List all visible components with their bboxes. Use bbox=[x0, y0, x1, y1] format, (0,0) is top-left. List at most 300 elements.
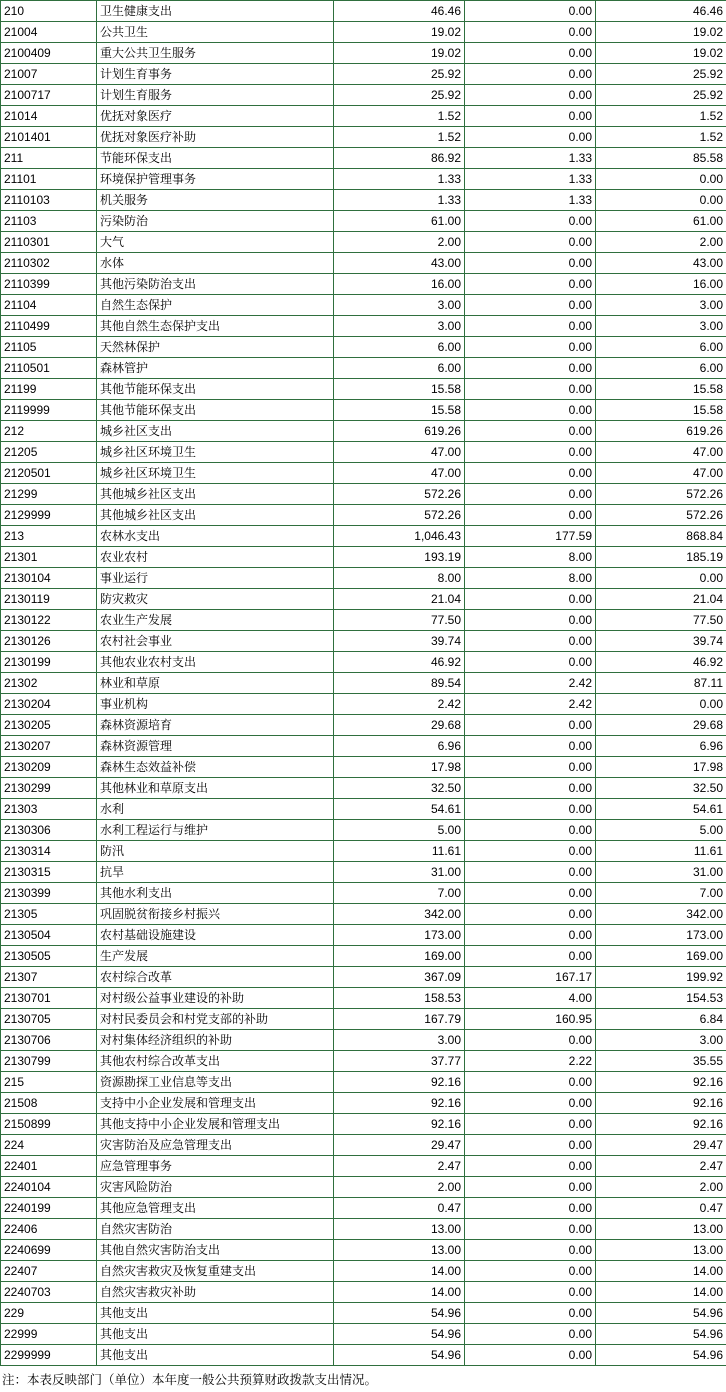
budget-table-body bbox=[1, 1, 726, 1366]
cell-total: 169.00 bbox=[334, 946, 465, 967]
cell-subject-name: 污染防治 bbox=[97, 211, 334, 232]
cell-project-expenditure: 85.58 bbox=[596, 148, 726, 169]
table-footnote: 注：本表反映部门（单位）本年度一般公共预算财政拨款支出情况。 bbox=[0, 1366, 726, 1392]
cell-project-expenditure: 6.00 bbox=[596, 358, 726, 379]
cell-project-expenditure: 1.52 bbox=[596, 106, 726, 127]
cell-subject-name: 林业和草原 bbox=[97, 673, 334, 694]
cell-project-expenditure: 14.00 bbox=[596, 1282, 726, 1303]
cell-project-expenditure: 92.16 bbox=[596, 1093, 726, 1114]
cell-subject-name: 机关服务 bbox=[97, 190, 334, 211]
table-row bbox=[1, 337, 726, 358]
cell-total: 7.00 bbox=[334, 883, 465, 904]
cell-basic-expenditure: 0.00 bbox=[465, 85, 596, 106]
table-row bbox=[1, 631, 726, 652]
table-row bbox=[1, 1114, 726, 1135]
table-row bbox=[1, 64, 726, 85]
cell-subject-name: 自然灾害救灾补助 bbox=[97, 1282, 334, 1303]
cell-subject-name: 森林资源培育 bbox=[97, 715, 334, 736]
cell-subject-name: 其他农村综合改革支出 bbox=[97, 1051, 334, 1072]
cell-subject-code: 2129999 bbox=[1, 505, 97, 526]
cell-subject-name: 事业机构 bbox=[97, 694, 334, 715]
cell-total: 17.98 bbox=[334, 757, 465, 778]
cell-project-expenditure: 92.16 bbox=[596, 1072, 726, 1093]
table-row bbox=[1, 22, 726, 43]
cell-basic-expenditure: 0.00 bbox=[465, 1093, 596, 1114]
cell-project-expenditure: 19.02 bbox=[596, 22, 726, 43]
cell-subject-code: 2130126 bbox=[1, 631, 97, 652]
cell-basic-expenditure: 0.00 bbox=[465, 274, 596, 295]
cell-basic-expenditure: 0.00 bbox=[465, 631, 596, 652]
table-row bbox=[1, 1156, 726, 1177]
cell-project-expenditure: 29.47 bbox=[596, 1135, 726, 1156]
table-row bbox=[1, 1282, 726, 1303]
cell-total: 43.00 bbox=[334, 253, 465, 274]
table-row bbox=[1, 1240, 726, 1261]
cell-subject-name: 大气 bbox=[97, 232, 334, 253]
cell-basic-expenditure: 0.00 bbox=[465, 1303, 596, 1324]
table-row bbox=[1, 463, 726, 484]
cell-subject-code: 2130122 bbox=[1, 610, 97, 631]
cell-subject-name: 森林资源管理 bbox=[97, 736, 334, 757]
cell-subject-code: 21199 bbox=[1, 379, 97, 400]
cell-subject-name: 其他支出 bbox=[97, 1345, 334, 1366]
cell-basic-expenditure: 0.00 bbox=[465, 1030, 596, 1051]
cell-basic-expenditure: 0.00 bbox=[465, 22, 596, 43]
table-row bbox=[1, 358, 726, 379]
cell-subject-name: 计划生育服务 bbox=[97, 85, 334, 106]
table-row bbox=[1, 1303, 726, 1324]
cell-subject-code: 21007 bbox=[1, 64, 97, 85]
table-row bbox=[1, 1072, 726, 1093]
cell-project-expenditure: 0.00 bbox=[596, 568, 726, 589]
cell-basic-expenditure: 0.00 bbox=[465, 715, 596, 736]
cell-total: 1,046.43 bbox=[334, 526, 465, 547]
cell-total: 2.47 bbox=[334, 1156, 465, 1177]
cell-basic-expenditure: 0.00 bbox=[465, 1324, 596, 1345]
cell-project-expenditure: 54.61 bbox=[596, 799, 726, 820]
cell-subject-code: 2110501 bbox=[1, 358, 97, 379]
cell-subject-code: 2110399 bbox=[1, 274, 97, 295]
cell-subject-name: 其他节能环保支出 bbox=[97, 379, 334, 400]
cell-project-expenditure: 0.00 bbox=[596, 169, 726, 190]
cell-total: 46.46 bbox=[334, 1, 465, 22]
cell-subject-code: 2130306 bbox=[1, 820, 97, 841]
cell-subject-code: 2101401 bbox=[1, 127, 97, 148]
cell-project-expenditure: 17.98 bbox=[596, 757, 726, 778]
cell-total: 54.96 bbox=[334, 1303, 465, 1324]
cell-subject-code: 2130209 bbox=[1, 757, 97, 778]
cell-basic-expenditure: 2.42 bbox=[465, 694, 596, 715]
cell-subject-code: 21303 bbox=[1, 799, 97, 820]
cell-subject-code: 21004 bbox=[1, 22, 97, 43]
cell-basic-expenditure: 0.00 bbox=[465, 1219, 596, 1240]
cell-subject-code: 2110302 bbox=[1, 253, 97, 274]
table-row bbox=[1, 946, 726, 967]
cell-total: 31.00 bbox=[334, 862, 465, 883]
cell-subject-code: 21104 bbox=[1, 295, 97, 316]
cell-total: 14.00 bbox=[334, 1282, 465, 1303]
cell-subject-name: 其他水利支出 bbox=[97, 883, 334, 904]
cell-subject-code: 2130705 bbox=[1, 1009, 97, 1030]
cell-total: 92.16 bbox=[334, 1093, 465, 1114]
table-row bbox=[1, 253, 726, 274]
cell-subject-code: 22407 bbox=[1, 1261, 97, 1282]
cell-basic-expenditure: 0.00 bbox=[465, 883, 596, 904]
cell-subject-name: 水体 bbox=[97, 253, 334, 274]
cell-total: 86.92 bbox=[334, 148, 465, 169]
cell-subject-name: 对村集体经济组织的补助 bbox=[97, 1030, 334, 1051]
cell-project-expenditure: 19.02 bbox=[596, 43, 726, 64]
table-row bbox=[1, 484, 726, 505]
cell-project-expenditure: 77.50 bbox=[596, 610, 726, 631]
cell-subject-code: 22406 bbox=[1, 1219, 97, 1240]
cell-project-expenditure: 572.26 bbox=[596, 505, 726, 526]
cell-total: 11.61 bbox=[334, 841, 465, 862]
cell-subject-name: 自然生态保护 bbox=[97, 295, 334, 316]
cell-project-expenditure: 185.19 bbox=[596, 547, 726, 568]
cell-subject-code: 21307 bbox=[1, 967, 97, 988]
cell-basic-expenditure: 2.42 bbox=[465, 673, 596, 694]
cell-basic-expenditure: 0.00 bbox=[465, 1261, 596, 1282]
cell-project-expenditure: 29.68 bbox=[596, 715, 726, 736]
cell-subject-name: 灾害风险防治 bbox=[97, 1177, 334, 1198]
cell-subject-name: 节能环保支出 bbox=[97, 148, 334, 169]
cell-subject-code: 2299999 bbox=[1, 1345, 97, 1366]
cell-total: 61.00 bbox=[334, 211, 465, 232]
cell-subject-code: 2240199 bbox=[1, 1198, 97, 1219]
cell-subject-code: 21105 bbox=[1, 337, 97, 358]
cell-basic-expenditure: 0.00 bbox=[465, 1177, 596, 1198]
cell-total: 2.00 bbox=[334, 1177, 465, 1198]
cell-subject-name: 防灾救灾 bbox=[97, 589, 334, 610]
cell-project-expenditure: 868.84 bbox=[596, 526, 726, 547]
cell-total: 2.42 bbox=[334, 694, 465, 715]
cell-basic-expenditure: 0.00 bbox=[465, 946, 596, 967]
cell-subject-code: 2130706 bbox=[1, 1030, 97, 1051]
cell-subject-name: 事业运行 bbox=[97, 568, 334, 589]
cell-project-expenditure: 199.92 bbox=[596, 967, 726, 988]
table-row bbox=[1, 442, 726, 463]
cell-total: 25.92 bbox=[334, 64, 465, 85]
cell-subject-name: 环境保护管理事务 bbox=[97, 169, 334, 190]
cell-total: 29.47 bbox=[334, 1135, 465, 1156]
cell-subject-name: 农村综合改革 bbox=[97, 967, 334, 988]
table-row bbox=[1, 673, 726, 694]
cell-project-expenditure: 173.00 bbox=[596, 925, 726, 946]
table-row bbox=[1, 316, 726, 337]
table-row bbox=[1, 232, 726, 253]
cell-subject-code: 2130204 bbox=[1, 694, 97, 715]
table-row bbox=[1, 1009, 726, 1030]
cell-basic-expenditure: 1.33 bbox=[465, 190, 596, 211]
cell-subject-code: 211 bbox=[1, 148, 97, 169]
cell-total: 1.33 bbox=[334, 190, 465, 211]
cell-project-expenditure: 2.00 bbox=[596, 1177, 726, 1198]
table-row bbox=[1, 547, 726, 568]
cell-basic-expenditure: 0.00 bbox=[465, 652, 596, 673]
cell-subject-name: 巩固脱贫衔接乡村振兴 bbox=[97, 904, 334, 925]
cell-subject-name: 其他城乡社区支出 bbox=[97, 505, 334, 526]
table-row bbox=[1, 1345, 726, 1366]
cell-subject-code: 2240699 bbox=[1, 1240, 97, 1261]
cell-subject-code: 21302 bbox=[1, 673, 97, 694]
table-row bbox=[1, 169, 726, 190]
table-row bbox=[1, 967, 726, 988]
cell-subject-code: 229 bbox=[1, 1303, 97, 1324]
cell-project-expenditure: 61.00 bbox=[596, 211, 726, 232]
cell-subject-name: 水利 bbox=[97, 799, 334, 820]
table-row bbox=[1, 85, 726, 106]
cell-subject-code: 2110499 bbox=[1, 316, 97, 337]
cell-basic-expenditure: 0.00 bbox=[465, 337, 596, 358]
cell-subject-name: 对村民委员会和村党支部的补助 bbox=[97, 1009, 334, 1030]
cell-basic-expenditure: 0.00 bbox=[465, 43, 596, 64]
cell-subject-name: 农业生产发展 bbox=[97, 610, 334, 631]
cell-subject-code: 2130104 bbox=[1, 568, 97, 589]
cell-subject-name: 自然灾害防治 bbox=[97, 1219, 334, 1240]
cell-total: 39.74 bbox=[334, 631, 465, 652]
cell-subject-name: 水利工程运行与维护 bbox=[97, 820, 334, 841]
cell-total: 6.00 bbox=[334, 337, 465, 358]
table-row bbox=[1, 841, 726, 862]
table-row bbox=[1, 295, 726, 316]
cell-project-expenditure: 14.00 bbox=[596, 1261, 726, 1282]
table-row bbox=[1, 379, 726, 400]
cell-subject-name: 森林管护 bbox=[97, 358, 334, 379]
cell-total: 14.00 bbox=[334, 1261, 465, 1282]
table-row bbox=[1, 1177, 726, 1198]
cell-total: 3.00 bbox=[334, 295, 465, 316]
cell-total: 5.00 bbox=[334, 820, 465, 841]
table-row bbox=[1, 883, 726, 904]
cell-basic-expenditure: 0.00 bbox=[465, 421, 596, 442]
cell-project-expenditure: 46.92 bbox=[596, 652, 726, 673]
cell-project-expenditure: 572.26 bbox=[596, 484, 726, 505]
cell-basic-expenditure: 0.00 bbox=[465, 64, 596, 85]
cell-total: 6.00 bbox=[334, 358, 465, 379]
cell-basic-expenditure: 0.00 bbox=[465, 484, 596, 505]
cell-total: 19.02 bbox=[334, 43, 465, 64]
cell-project-expenditure: 32.50 bbox=[596, 778, 726, 799]
cell-subject-name: 自然灾害救灾及恢复重建支出 bbox=[97, 1261, 334, 1282]
cell-project-expenditure: 31.00 bbox=[596, 862, 726, 883]
cell-total: 6.96 bbox=[334, 736, 465, 757]
cell-basic-expenditure: 0.00 bbox=[465, 610, 596, 631]
cell-subject-name: 城乡社区环境卫生 bbox=[97, 442, 334, 463]
cell-project-expenditure: 15.58 bbox=[596, 400, 726, 421]
cell-project-expenditure: 87.11 bbox=[596, 673, 726, 694]
cell-project-expenditure: 6.84 bbox=[596, 1009, 726, 1030]
cell-basic-expenditure: 8.00 bbox=[465, 568, 596, 589]
cell-subject-code: 2110301 bbox=[1, 232, 97, 253]
cell-subject-code: 21205 bbox=[1, 442, 97, 463]
cell-project-expenditure: 35.55 bbox=[596, 1051, 726, 1072]
table-row bbox=[1, 1051, 726, 1072]
cell-subject-name: 农村基础设施建设 bbox=[97, 925, 334, 946]
cell-subject-code: 2130199 bbox=[1, 652, 97, 673]
cell-basic-expenditure: 1.33 bbox=[465, 148, 596, 169]
cell-total: 46.92 bbox=[334, 652, 465, 673]
cell-basic-expenditure: 4.00 bbox=[465, 988, 596, 1009]
cell-total: 367.09 bbox=[334, 967, 465, 988]
cell-subject-code: 2120501 bbox=[1, 463, 97, 484]
cell-total: 13.00 bbox=[334, 1240, 465, 1261]
cell-subject-code: 213 bbox=[1, 526, 97, 547]
cell-total: 54.96 bbox=[334, 1324, 465, 1345]
cell-project-expenditure: 16.00 bbox=[596, 274, 726, 295]
cell-basic-expenditure: 167.17 bbox=[465, 967, 596, 988]
cell-project-expenditure: 25.92 bbox=[596, 64, 726, 85]
table-row bbox=[1, 1, 726, 22]
cell-subject-name: 农业农村 bbox=[97, 547, 334, 568]
cell-basic-expenditure: 0.00 bbox=[465, 1198, 596, 1219]
table-row bbox=[1, 757, 726, 778]
cell-basic-expenditure: 0.00 bbox=[465, 820, 596, 841]
cell-basic-expenditure: 0.00 bbox=[465, 736, 596, 757]
cell-total: 3.00 bbox=[334, 1030, 465, 1051]
cell-subject-name: 城乡社区支出 bbox=[97, 421, 334, 442]
cell-total: 37.77 bbox=[334, 1051, 465, 1072]
cell-basic-expenditure: 0.00 bbox=[465, 400, 596, 421]
cell-basic-expenditure: 0.00 bbox=[465, 211, 596, 232]
cell-basic-expenditure: 0.00 bbox=[465, 1282, 596, 1303]
cell-total: 15.58 bbox=[334, 379, 465, 400]
cell-subject-name: 灾害防治及应急管理支出 bbox=[97, 1135, 334, 1156]
cell-project-expenditure: 3.00 bbox=[596, 1030, 726, 1051]
cell-subject-name: 其他支出 bbox=[97, 1324, 334, 1345]
table-row bbox=[1, 694, 726, 715]
cell-total: 0.47 bbox=[334, 1198, 465, 1219]
cell-subject-name: 支持中小企业发展和管理支出 bbox=[97, 1093, 334, 1114]
table-row bbox=[1, 820, 726, 841]
table-row bbox=[1, 799, 726, 820]
cell-basic-expenditure: 0.00 bbox=[465, 127, 596, 148]
cell-project-expenditure: 13.00 bbox=[596, 1219, 726, 1240]
table-row bbox=[1, 421, 726, 442]
cell-subject-code: 22401 bbox=[1, 1156, 97, 1177]
cell-project-expenditure: 169.00 bbox=[596, 946, 726, 967]
cell-subject-code: 2130207 bbox=[1, 736, 97, 757]
cell-subject-code: 215 bbox=[1, 1072, 97, 1093]
cell-subject-name: 其他支持中小企业发展和管理支出 bbox=[97, 1114, 334, 1135]
cell-project-expenditure: 39.74 bbox=[596, 631, 726, 652]
cell-subject-name: 天然林保护 bbox=[97, 337, 334, 358]
cell-subject-name: 其他农业农村支出 bbox=[97, 652, 334, 673]
cell-basic-expenditure: 0.00 bbox=[465, 925, 596, 946]
cell-basic-expenditure: 0.00 bbox=[465, 253, 596, 274]
cell-project-expenditure: 43.00 bbox=[596, 253, 726, 274]
table-row bbox=[1, 925, 726, 946]
cell-subject-name: 农村社会事业 bbox=[97, 631, 334, 652]
cell-subject-name: 其他支出 bbox=[97, 1303, 334, 1324]
cell-basic-expenditure: 0.00 bbox=[465, 316, 596, 337]
cell-subject-name: 其他城乡社区支出 bbox=[97, 484, 334, 505]
cell-subject-name: 抗旱 bbox=[97, 862, 334, 883]
cell-subject-name: 对村级公益事业建设的补助 bbox=[97, 988, 334, 1009]
table-row bbox=[1, 211, 726, 232]
cell-basic-expenditure: 0.00 bbox=[465, 379, 596, 400]
cell-subject-name: 其他污染防治支出 bbox=[97, 274, 334, 295]
cell-subject-name: 农林水支出 bbox=[97, 526, 334, 547]
cell-basic-expenditure: 0.00 bbox=[465, 1, 596, 22]
table-row bbox=[1, 1219, 726, 1240]
cell-project-expenditure: 1.52 bbox=[596, 127, 726, 148]
table-row bbox=[1, 190, 726, 211]
cell-subject-name: 防汛 bbox=[97, 841, 334, 862]
cell-project-expenditure: 92.16 bbox=[596, 1114, 726, 1135]
cell-project-expenditure: 46.46 bbox=[596, 1, 726, 22]
cell-total: 47.00 bbox=[334, 442, 465, 463]
cell-subject-code: 21305 bbox=[1, 904, 97, 925]
cell-project-expenditure: 15.58 bbox=[596, 379, 726, 400]
cell-total: 572.26 bbox=[334, 505, 465, 526]
cell-basic-expenditure: 0.00 bbox=[465, 1072, 596, 1093]
table-row bbox=[1, 862, 726, 883]
cell-subject-code: 2100409 bbox=[1, 43, 97, 64]
cell-basic-expenditure: 2.22 bbox=[465, 1051, 596, 1072]
table-row bbox=[1, 1030, 726, 1051]
cell-basic-expenditure: 0.00 bbox=[465, 442, 596, 463]
cell-basic-expenditure: 0.00 bbox=[465, 1114, 596, 1135]
cell-basic-expenditure: 1.33 bbox=[465, 169, 596, 190]
table-row bbox=[1, 274, 726, 295]
cell-total: 8.00 bbox=[334, 568, 465, 589]
cell-subject-name: 优抚对象医疗 bbox=[97, 106, 334, 127]
cell-total: 1.52 bbox=[334, 127, 465, 148]
cell-basic-expenditure: 0.00 bbox=[465, 841, 596, 862]
cell-subject-code: 2130314 bbox=[1, 841, 97, 862]
cell-basic-expenditure: 0.00 bbox=[465, 1156, 596, 1177]
cell-total: 25.92 bbox=[334, 85, 465, 106]
table-row bbox=[1, 904, 726, 925]
cell-subject-name: 公共卫生 bbox=[97, 22, 334, 43]
cell-subject-name: 其他自然灾害防治支出 bbox=[97, 1240, 334, 1261]
cell-project-expenditure: 21.04 bbox=[596, 589, 726, 610]
table-row bbox=[1, 1093, 726, 1114]
cell-project-expenditure: 619.26 bbox=[596, 421, 726, 442]
cell-subject-code: 2130205 bbox=[1, 715, 97, 736]
cell-subject-name: 其他自然生态保护支出 bbox=[97, 316, 334, 337]
table-row bbox=[1, 568, 726, 589]
table-row bbox=[1, 127, 726, 148]
cell-subject-code: 2130399 bbox=[1, 883, 97, 904]
cell-subject-name: 重大公共卫生服务 bbox=[97, 43, 334, 64]
cell-basic-expenditure: 0.00 bbox=[465, 1240, 596, 1261]
cell-total: 92.16 bbox=[334, 1114, 465, 1135]
cell-subject-code: 21508 bbox=[1, 1093, 97, 1114]
cell-subject-code: 2130799 bbox=[1, 1051, 97, 1072]
cell-subject-code: 224 bbox=[1, 1135, 97, 1156]
cell-subject-name: 其他林业和草原支出 bbox=[97, 778, 334, 799]
table-row bbox=[1, 526, 726, 547]
table-row bbox=[1, 652, 726, 673]
cell-project-expenditure: 3.00 bbox=[596, 295, 726, 316]
cell-project-expenditure: 154.53 bbox=[596, 988, 726, 1009]
cell-project-expenditure: 47.00 bbox=[596, 442, 726, 463]
table-row bbox=[1, 610, 726, 631]
table-row bbox=[1, 736, 726, 757]
cell-subject-name: 计划生育事务 bbox=[97, 64, 334, 85]
cell-subject-name: 卫生健康支出 bbox=[97, 1, 334, 22]
cell-total: 2.00 bbox=[334, 232, 465, 253]
cell-subject-code: 212 bbox=[1, 421, 97, 442]
cell-basic-expenditure: 177.59 bbox=[465, 526, 596, 547]
table-row bbox=[1, 1324, 726, 1345]
cell-basic-expenditure: 0.00 bbox=[465, 862, 596, 883]
table-row bbox=[1, 1135, 726, 1156]
cell-subject-name: 森林生态效益补偿 bbox=[97, 757, 334, 778]
cell-total: 16.00 bbox=[334, 274, 465, 295]
